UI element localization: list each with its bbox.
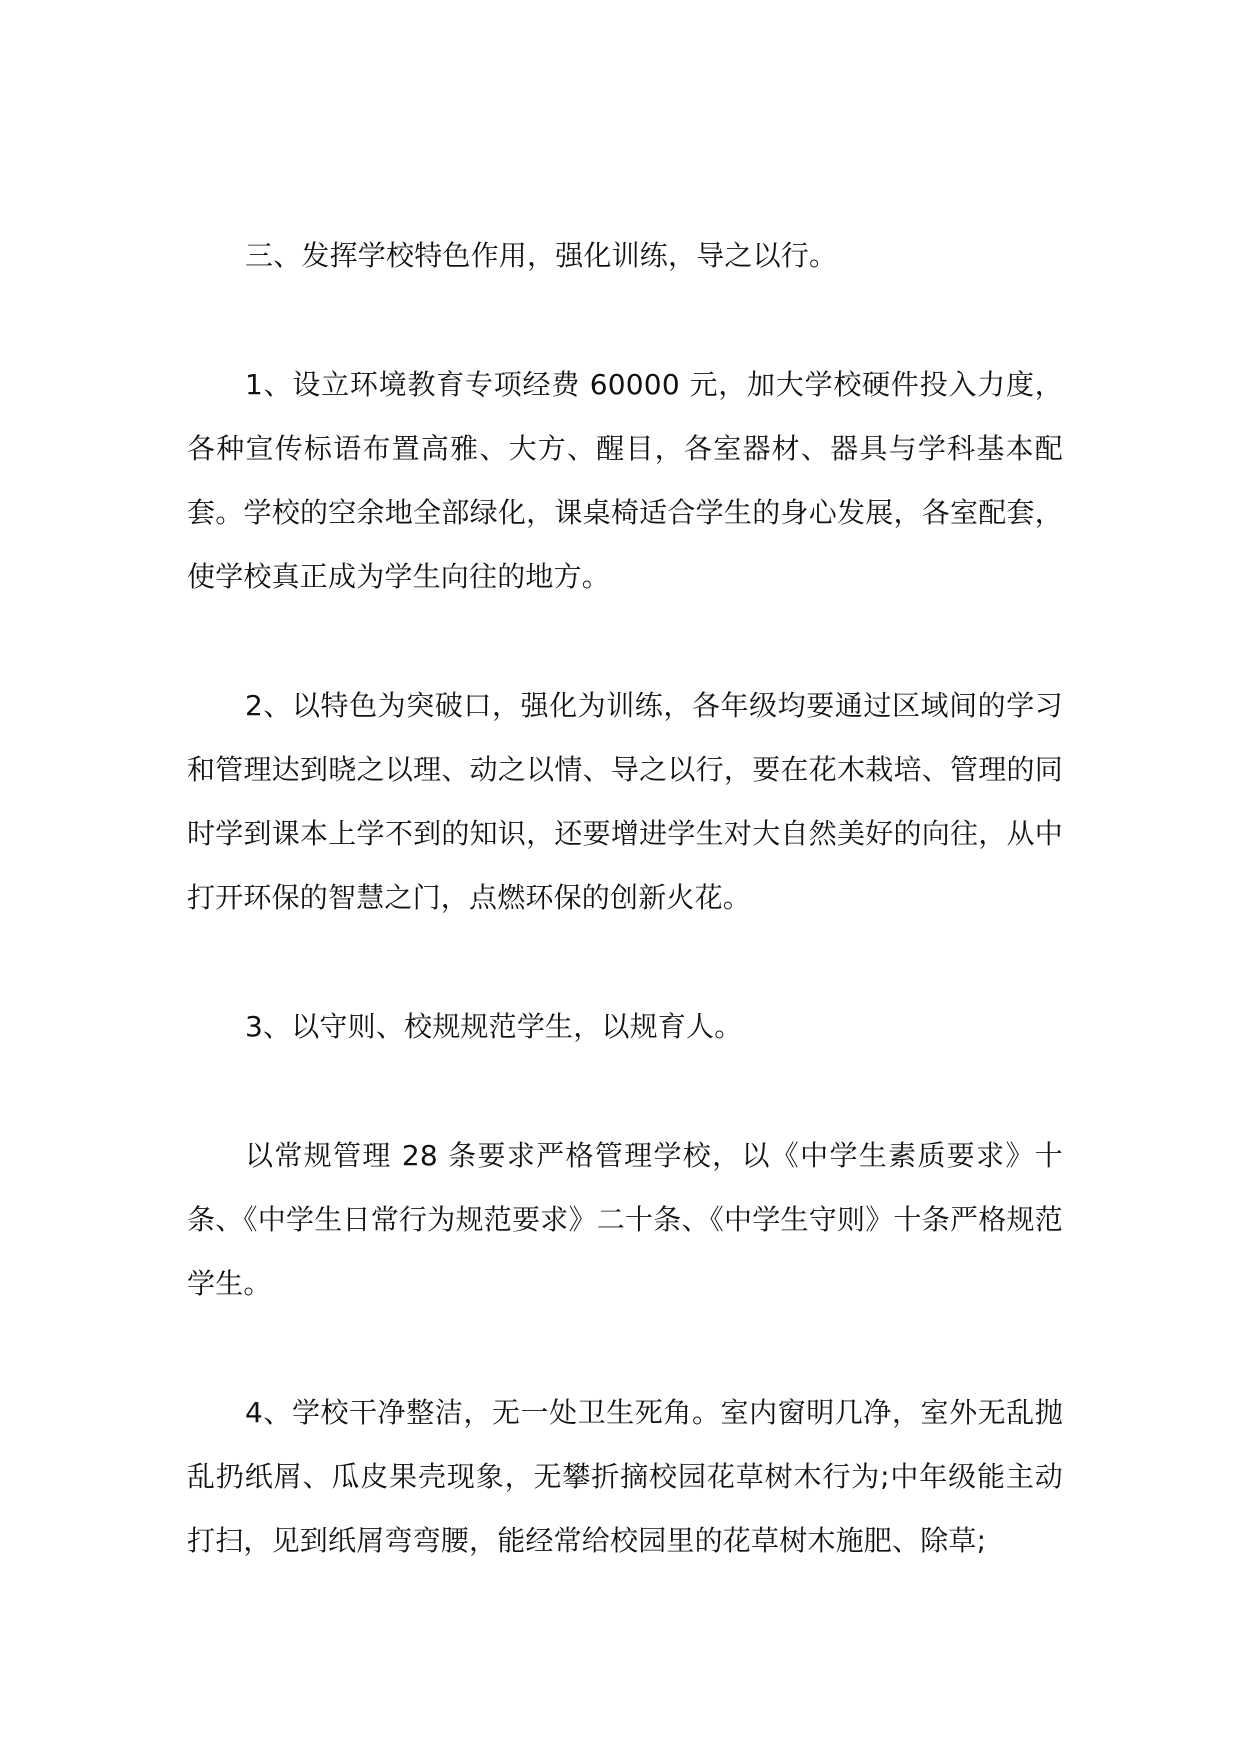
paragraph-item-1: 1、设立环境教育专项经费 60000 元，加大学校硬件投入力度，各种宣传标语布置高雅、大方、醒目，各室器材、器具与学科基本配套。学校的空余地全部绿化，课桌椅适合学生的身心发展，各室配套，使学校真正成为学生向往的地方。: [187, 368, 1063, 593]
paragraph-rules: 以常规管理 28 条要求严格管理学校，以《中学生素质要求》十条、《中学生日常行为规范要求》二十条、《中学生守则》十条严格规范学生。: [187, 1139, 1063, 1300]
document-body: [187, 224, 1063, 1638]
section-heading: 三、发挥学校特色作用，强化训练，导之以行。: [245, 239, 838, 272]
paragraph-item-2: 2、以特色为突破口，强化为训练，各年级均要通过区域间的学习和管理达到晓之以理、动之以情、导之以行，要在花木栽培、管理的同时学到课本上学不到的知识，还要增进学生对大自然美好的向往，从中打开环保的智慧之门，点燃环保的创新火花。: [187, 689, 1063, 914]
paragraph-item-4: 4、学校干净整洁，无一处卫生死角。室内窗明几净，室外无乱抛乱扔纸屑、瓜皮果壳现象，无攀折摘校园花草树木行为;中年级能主动打扫，见到纸屑弯弯腰，能经常给校园里的花草树木施肥、除草;: [187, 1396, 1063, 1557]
paragraph-item-3: 3、以守则、校规规范学生，以规育人。: [245, 1010, 743, 1043]
